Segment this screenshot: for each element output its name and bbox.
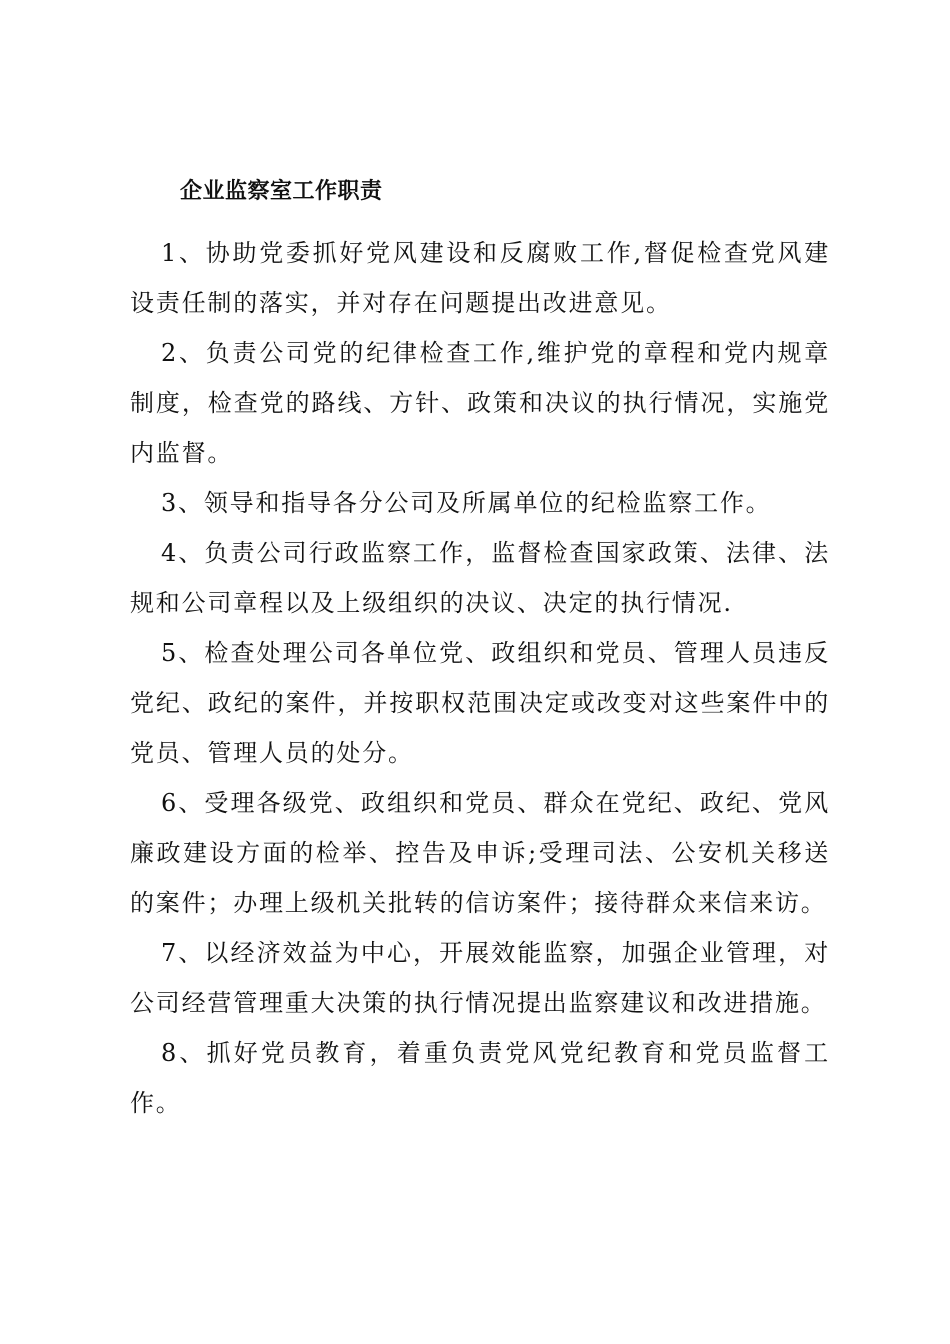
duty-paragraph-3: 3、领导和指导各分公司及所属单位的纪检监察工作。	[161, 489, 772, 517]
duty-paragraph-4: 4、负责公司行政监察工作，监督检查国家政策、法律、法规和公司章程以及上级组织的决议、决定的执行情况.	[130, 539, 830, 617]
duty-paragraph-6: 6、受理各级党、政组织和党员、群众在党纪、政纪、党风廉政建设方面的检举、控告及申诉;受理司法、公安机关移送的案件；办理上级机关批转的信访案件；接待群众来信来访。	[130, 789, 830, 917]
duty-paragraph-7: 7、以经济效益为中心，开展效能监察，加强企业管理，对公司经营管理重大决策的执行情况提出监察建议和改进措施。	[130, 939, 830, 1017]
duty-paragraph-2: 2、负责公司党的纪律检查工作,维护党的章程和党内规章制度，检查党的路线、方针、政策和决议的执行情况，实施党内监督。	[130, 339, 830, 467]
document-title: 企业监察室工作职责	[180, 178, 383, 204]
duty-paragraph-5: 5、检查处理公司各单位党、政组织和党员、管理人员违反党纪、政纪的案件，并按职权范围决定或改变对这些案件中的党员、管理人员的处分。	[130, 639, 830, 767]
document-body	[130, 228, 830, 1128]
duty-paragraph-1: 1、协助党委抓好党风建设和反腐败工作,督促检查党风建设责任制的落实，并对存在问题提出改进意见。	[130, 239, 830, 317]
duty-paragraph-8: 8、抓好党员教育，着重负责党风党纪教育和党员监督工作。	[130, 1039, 830, 1117]
